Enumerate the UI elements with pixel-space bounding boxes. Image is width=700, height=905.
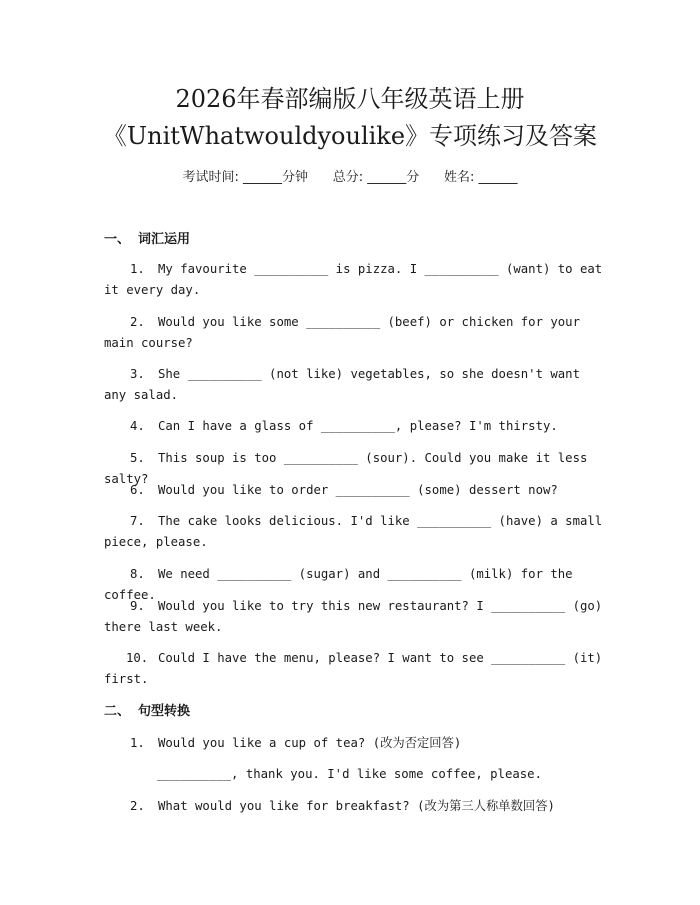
question-item — [104, 259, 604, 301]
question-number: 8. — [130, 567, 145, 581]
question-item — [104, 596, 604, 638]
question-number: 9. — [130, 599, 145, 613]
section-heading-sentence-transformation — [104, 702, 190, 722]
question-number: 7. — [130, 514, 145, 528]
question-number: 6. — [130, 483, 145, 497]
question-text: Would you like to try this new restaurant? I __________ (go) there last week. — [104, 599, 603, 634]
question-number: 10. — [126, 651, 149, 665]
section-number: 一、 — [104, 232, 131, 247]
question-number: 3. — [130, 367, 145, 381]
question-text: Would you like a cup of tea? (改为否定回答) — [158, 736, 462, 750]
question-number: 2. — [130, 799, 145, 813]
question-text: What would you like for breakfast? (改为第三人称单数回答) — [158, 799, 555, 813]
question-item — [104, 511, 604, 553]
document-title-line-1: 2026年春部编版八年级英语上册 — [175, 85, 525, 113]
question-number: 1. — [130, 262, 145, 276]
answer-line: __________, thank you. I'd like some coffee, please. — [157, 767, 542, 781]
question-text: She __________ (not like) vegetables, so she doesn't want any salad. — [104, 367, 580, 402]
question-item — [104, 796, 664, 817]
question-text: We need __________ (sugar) and __________ (milk) for the coffee. — [104, 567, 573, 602]
question-text: Can I have a glass of __________, please? I'm thirsty. — [158, 419, 558, 433]
question-text: Could I have the menu, please? I want to see __________ (it) first. — [104, 651, 603, 686]
question-item — [104, 648, 604, 690]
question-item — [104, 416, 604, 437]
document-title-line-2: 《UnitWhatwouldyoulike》专项练习及答案 — [102, 122, 598, 150]
exam-info-line: 考试时间: ______分钟 总分: ______分 姓名: ______ — [182, 170, 518, 185]
question-number: 2. — [130, 315, 145, 329]
question-text: Would you like to order __________ (some) dessert now? — [158, 483, 558, 497]
question-text: My favourite __________ is pizza. I __________ (want) to eat it every day. — [104, 262, 603, 297]
section-heading-vocabulary — [104, 230, 190, 250]
question-number: 5. — [130, 451, 145, 465]
section-title: 句型转换 — [138, 704, 191, 719]
section-number: 二、 — [104, 704, 131, 719]
question-text: This soup is too __________ (sour). Could you make it less salty? — [104, 451, 588, 486]
question-item — [104, 480, 604, 501]
question-item — [104, 312, 604, 354]
question-item — [104, 364, 604, 406]
question-number: 4. — [130, 419, 145, 433]
question-item — [104, 733, 644, 754]
question-text: Would you like some __________ (beef) or chicken for your main course? — [104, 315, 580, 350]
question-text: The cake looks delicious. I'd like __________ (have) a small piece, please. — [104, 514, 603, 549]
question-number: 1. — [130, 736, 145, 750]
section-title: 词汇运用 — [138, 232, 191, 247]
